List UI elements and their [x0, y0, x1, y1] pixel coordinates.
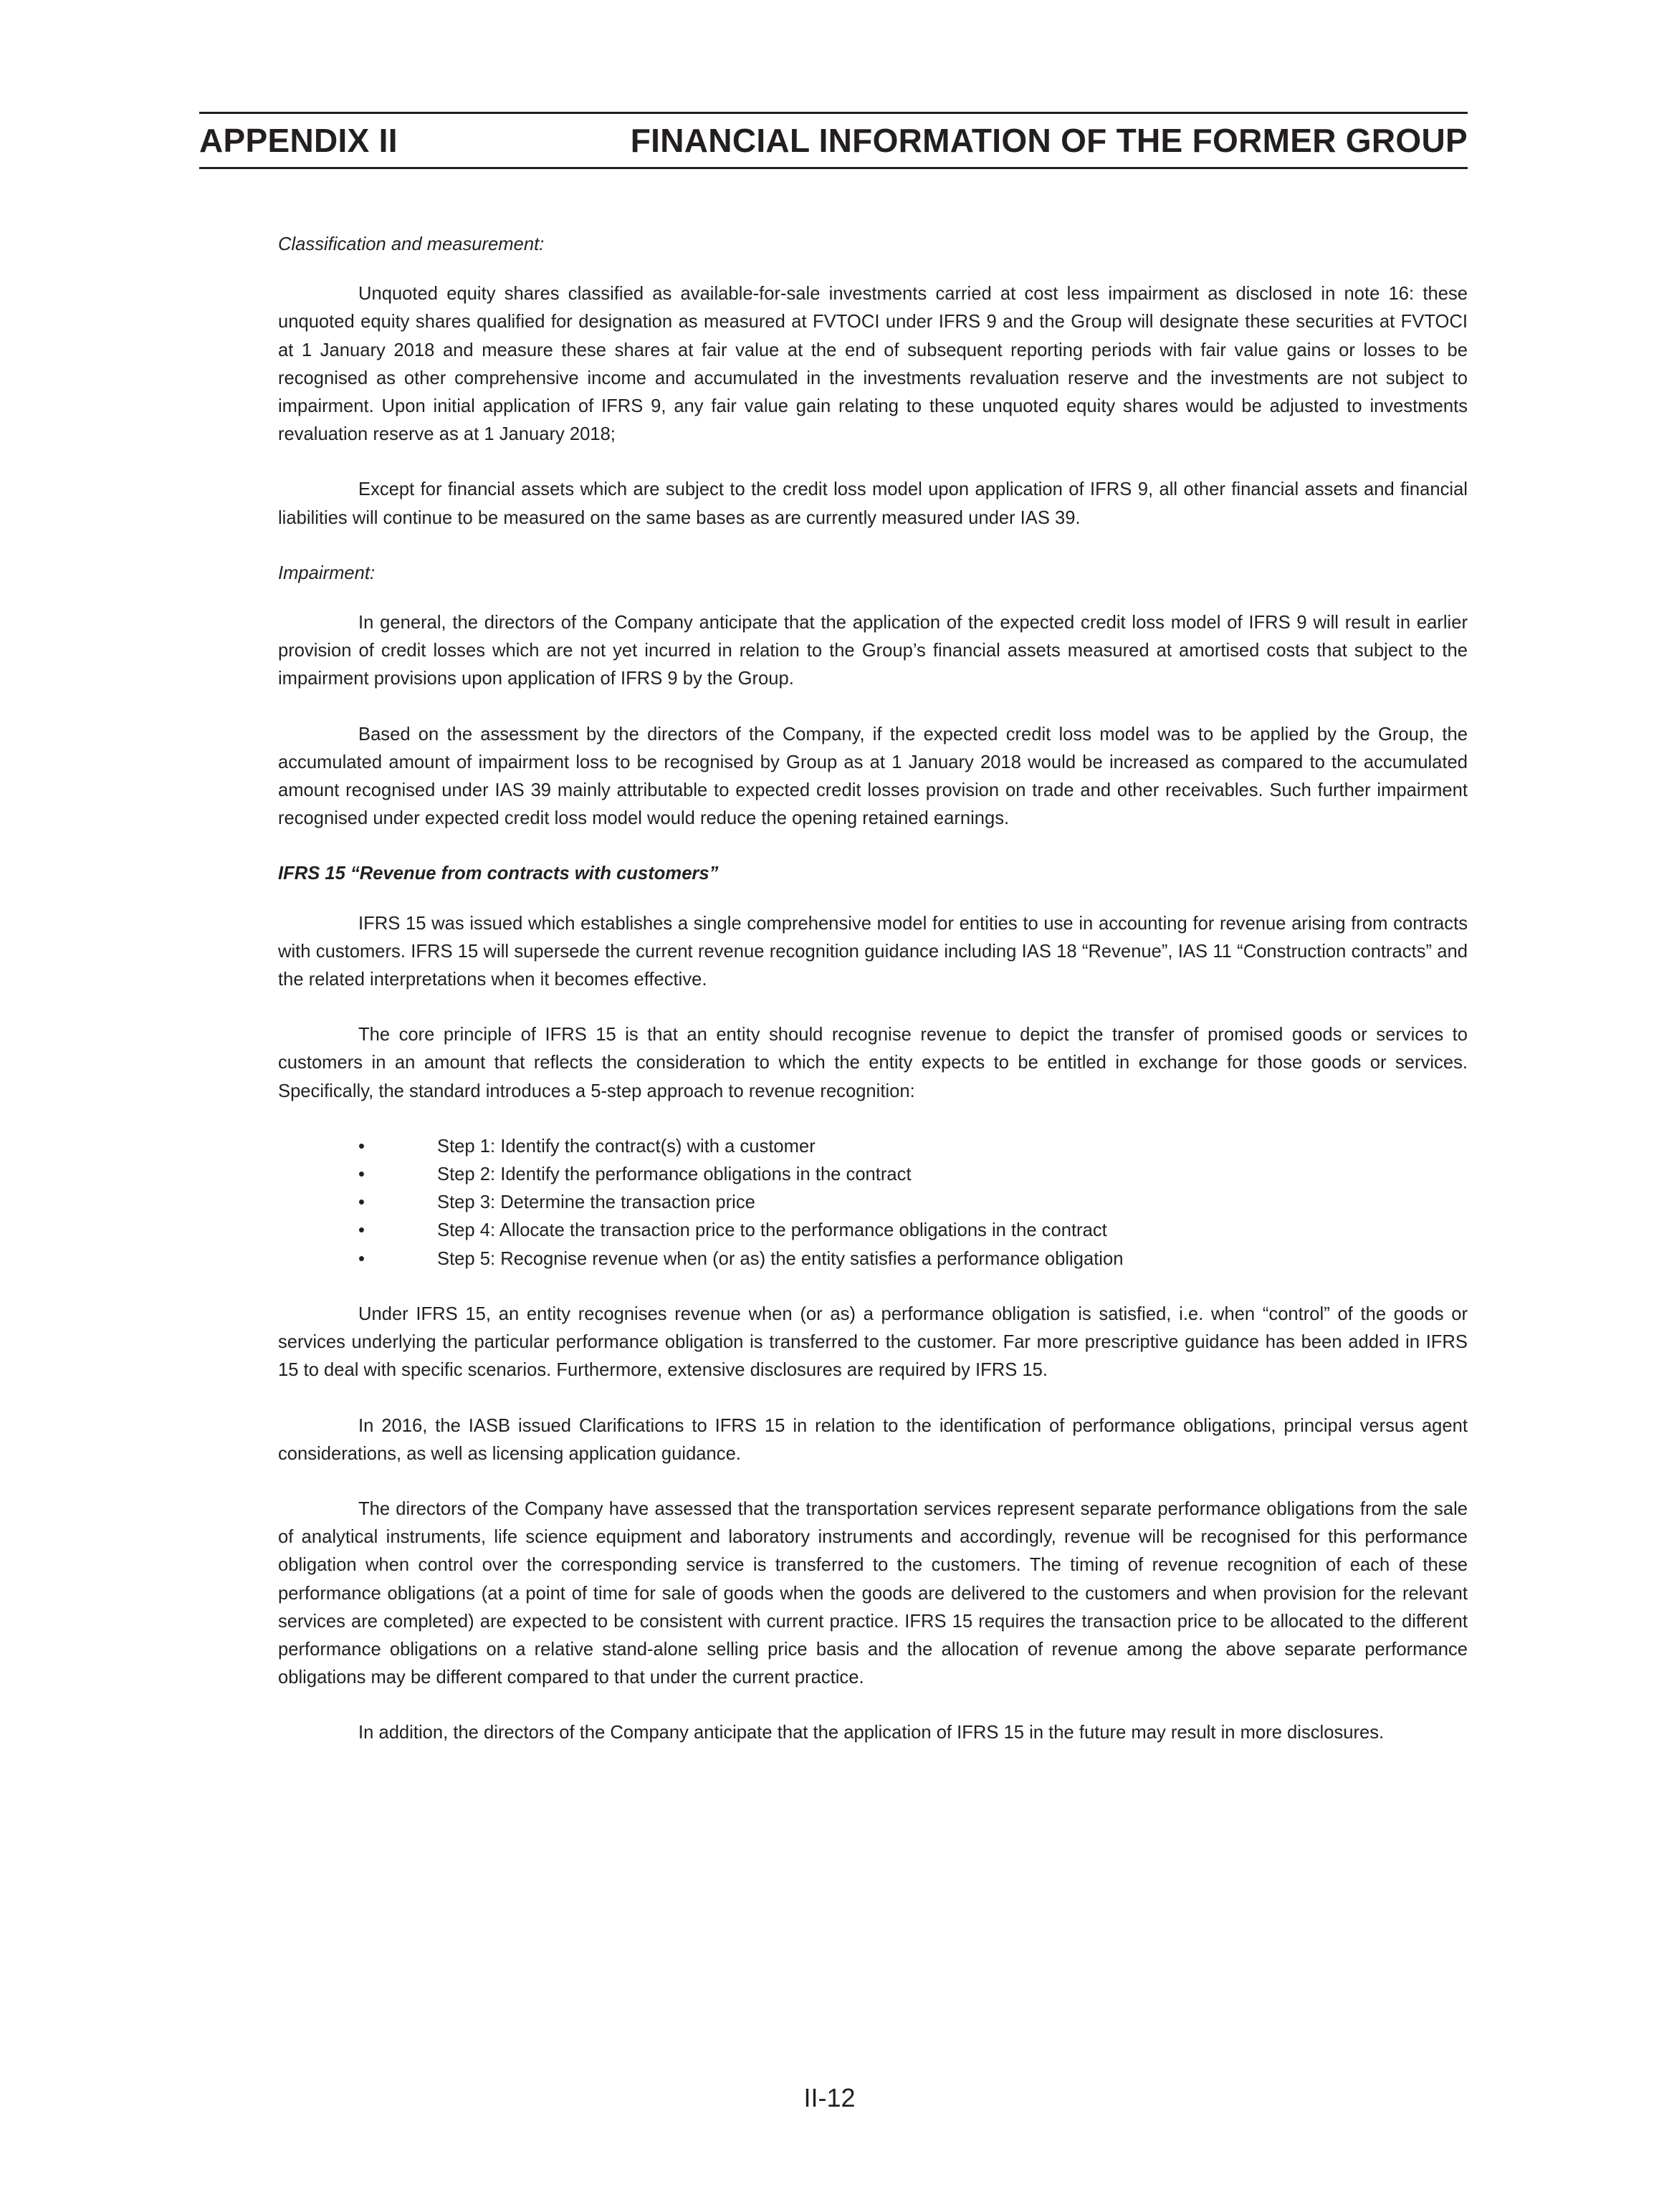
- list-item: [278, 1189, 1468, 1217]
- ifrs15-heading: IFRS 15 “Revenue from contracts with customers”: [278, 863, 719, 884]
- step-text: Step 3: Determine the transaction price: [437, 1192, 755, 1213]
- list-item: [278, 1217, 1468, 1245]
- paragraph-assessment: Based on the assessment by the directors of the Company, if the expected credit loss model was to be applied by the Group, the accumulated amount of impairment loss to be recognised by Group as at 1 January 2018 would be increased as compared to the accumulated amount recognised under IAS 39 mainly attributable to expected credit losses provision on trade and other receivables. Such further impairment recognised under expected credit loss model would reduce the opening retained earnings.: [278, 724, 1468, 829]
- header-top-rule: [199, 112, 1468, 114]
- bullet-icon: •: [358, 1248, 365, 1269]
- section-title: FINANCIAL INFORMATION OF THE FORMER GROUP: [630, 122, 1468, 159]
- header-bottom-rule: [199, 167, 1468, 169]
- classification-heading: Classification and measurement:: [278, 234, 545, 254]
- appendix-label: APPENDIX II: [199, 122, 398, 159]
- bullet-icon: •: [358, 1164, 365, 1185]
- bullet-icon: •: [358, 1220, 365, 1241]
- paragraph-iasb-clarifications: In 2016, the IASB issued Clarifications to IFRS 15 in relation to the identification of performance obligations, principal versus agent considerations, as well as licensing application guidance.: [278, 1415, 1468, 1464]
- paragraph-control-transfer: Under IFRS 15, an entity recognises revenue when (or as) a performance obligation is satisfied, i.e. when “control” of the goods or services underlying the particular performance obligation is transferred to the customer. Far more prescriptive guidance has been added in IFRS 15 to deal with specific scenarios. Furthermore, extensive disclosures are required by IFRS 15.: [278, 1303, 1468, 1381]
- impairment-heading: Impairment:: [278, 562, 376, 583]
- paragraph-more-disclosures: In addition, the directors of the Company anticipate that the application of IFRS 15 in the future may result in more disclosures.: [358, 1723, 1385, 1743]
- step-text: Step 2: Identify the performance obligations in the contract: [437, 1164, 912, 1185]
- list-item: [278, 1161, 1468, 1189]
- document-body: [278, 231, 1468, 1775]
- steps-list: [278, 1133, 1468, 1273]
- paragraph-transportation-services: The directors of the Company have assessed that the transportation services represent separate performance obligations from the sale of analytical instruments, life science equipment and laboratory instruments and accordingly, revenue will be recognised for this performance obligation when control over the corresponding service is transferred to the customers. The timing of revenue recognition of each of these performance obligations (at a point of time for sale of goods when the goods are delivered to the customers and when provision for the relevant services are completed) are expected to be consistent with current practice. IFRS 15 requires the transaction price to be allocated to the different performance obligations on a relative stand-alone selling price basis and the allocation of revenue among the above separate performance obligations may be different compared to that under the current practice.: [278, 1498, 1468, 1688]
- step-text: Step 4: Allocate the transaction price to the performance obligations in the contract: [437, 1220, 1107, 1241]
- paragraph-unquoted-equity: Unquoted equity shares classified as available-for-sale investments carried at cost less impairment as disclosed in note 16: these unquoted equity shares qualified for designation as measured at FVTOCI under IFRS 9 and the Group will designate these securities at FVTOCI at 1 January 2018 and measure these shares at fair value at the end of subsequent reporting periods with fair value gains or losses to be recognised as other comprehensive income and accumulated in the investments revaluation reserve and the investments are not subject to impairment. Upon initial application of IFRS 9, any fair value gain relating to these unquoted equity shares would be adjusted to investments revaluation reserve as at 1 January 2018;: [278, 284, 1468, 445]
- step-text: Step 1: Identify the contract(s) with a customer: [437, 1136, 816, 1157]
- page-number: II-12: [803, 2083, 856, 2112]
- paragraph-core-principle: The core principle of IFRS 15 is that an entity should recognise revenue to depict the transfer of promised goods or services to customers in an amount that reflects the consideration to which the entity expects to be entitled in exchange for those goods or services. Specifically, the standard introduces a 5-step approach to revenue recognition:: [278, 1025, 1468, 1101]
- bullet-icon: •: [358, 1192, 365, 1213]
- paragraph-except-financial-assets: Except for financial assets which are subject to the credit loss model upon application of IFRS 9, all other financial assets and financial liabilities will continue to be measured on the same bases as are currently measured under IAS 39.: [278, 479, 1468, 528]
- paragraph-expected-credit-loss: In general, the directors of the Company anticipate that the application of the expected credit loss model of IFRS 9 will result in earlier provision of credit losses which are not yet incurred in relation to the Group’s financial assets measured at amortised costs that subject to the impairment provisions upon application of IFRS 9 by the Group.: [278, 613, 1468, 689]
- list-item: [278, 1133, 1468, 1161]
- list-item: [278, 1245, 1468, 1273]
- step-text: Step 5: Recognise revenue when (or as) the entity satisfies a performance obligation: [437, 1248, 1124, 1269]
- bullet-icon: •: [358, 1136, 365, 1157]
- paragraph-ifrs15-issued: IFRS 15 was issued which establishes a single comprehensive model for entities to use in accounting for revenue arising from contracts with customers. IFRS 15 will supersede the current revenue recognition guidance including IAS 18 “Revenue”, IAS 11 “Construction contracts” and the related interpretations when it becomes effective.: [278, 913, 1468, 990]
